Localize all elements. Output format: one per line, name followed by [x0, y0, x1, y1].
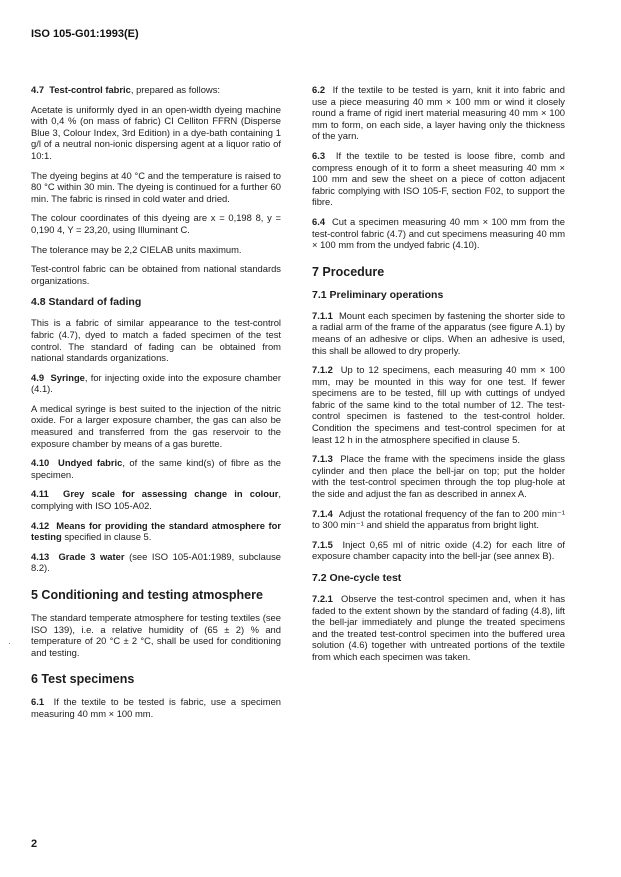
right-column [312, 84, 565, 663]
clause-6-4: 6.4 Cut a specimen measuring 40 mm × 100 mm from the test-control fabric (4.7) and cut specimens measuring 40 mm × 100 mm from the undyed fabric (4.10). [312, 215, 565, 251]
clause-4-7-para-4: The tolerance may be 2,2 CIELAB units maximum. [31, 243, 242, 255]
margin-mark: · [8, 639, 11, 648]
clause-4-7-heading: 4.7 Test-control fabric, prepared as follows: [31, 84, 220, 95]
clause-7-1-heading: 7.1 Preliminary operations [312, 288, 444, 301]
clause-6-3: 6.3 If the textile to be tested is loose fibre, comb and compress enough of it to form a sheet measuring 40 mm × 100 mm and sew the sheet on a piece of cotton adjacent fabric complying with ISO 105-F, section F02, to support the fibre. [312, 149, 565, 208]
clause-7-2-heading: 7.2 One-cycle test [312, 572, 402, 584]
clause-7-1-4: 7.1.4 Adjust the rotational frequency of the fan to 200 min⁻¹ to 300 min⁻¹ and shield the apparatus from bright light. [312, 507, 565, 531]
clause-7-2-1: 7.2.1 Observe the test-control specimen and, when it has faded to the extent shown by the standard of fading (4.8), lift the bell-jar immediately and plunge the treated specimens and the treated test-control specimen into the buffered urea solution (4.6) together with untreated portions of the textile from which each specimen was taken. [312, 593, 566, 662]
clause-4-7-para-2: The dyeing begins at 40 °C and the temperature is raised to 80 °C within 30 min. The dyeing is continued for a further 60 min. The fabric is rinsed in cold water and dried. [31, 169, 281, 204]
clause-6-heading: 6 Test specimens [31, 672, 135, 687]
clause-4-10: 4.10 Undyed fabric, of the same kind(s) of fibre as the specimen. [31, 457, 282, 480]
clause-title: Means for providing the standard atmosphere for testing [31, 519, 281, 543]
left-column [31, 84, 281, 720]
clause-title: Syringe [50, 371, 85, 383]
clause-title: Grey scale for assessing change in colour [63, 488, 279, 500]
clause-title: Undyed fabric [58, 457, 123, 469]
clause-6-2: 6.2 If the textile to be tested is yarn, knit it into fabric and use a piece measuring 40 mm × 100 mm or wind it closely round a frame of rigid inert material measuring 40 mm × 100 mm to form, on each side, a layer having only the thickness of the yarn. [312, 84, 565, 142]
clause-title: Grade 3 water [58, 550, 125, 562]
clause-7-1-2: 7.1.2 Up to 12 specimens, each measuring 40 mm × 100 mm, may be mounted in this way for one test. If fewer specimens are to be tested, fill up with cuttings of undyed fabric of the same kind to the total number of 12. The test-control specimen is fastened to the test-control holder. Condition the specimens and test-control specimen for at least 12 h in the atmosphere specified in clause 5. [312, 364, 565, 445]
clause-7-1-5: 7.1.5 Inject 0,65 ml of nitric oxide (4.2) for each litre of exposure chamber capacity into the bell-jar (see annex B). [312, 538, 565, 562]
clause-7-heading: 7 Procedure [312, 264, 385, 279]
clause-5-para-1: The standard temperate atmosphere for testing textiles (see ISO 139), i.e. a relative humidity of (65 ± 2) % and temperature of 20 °C ± 2 °C, shall be used for conditioning and testing. [31, 612, 281, 658]
clause-4-12: 4.12 Means for providing the standard atmosphere for testing specified in clause 5. [31, 519, 281, 543]
clause-4-9-heading: 4.9 Syringe, for injecting oxide into the exposure chamber (4.1). [31, 371, 281, 395]
clause-4-7-para-1: Acetate is uniformly dyed in an open-width dyeing machine with 0,4 % (on mass of fabric) CI Celliton FFRN (Disperse Blue 3, Colour Index, 3rd Edition) in a dye-bath containing 1 g/l of a neutral non-ionic dispersing agent at a liquor ratio of 10:1. [31, 103, 281, 161]
clause-7-1-3: 7.1.3 Place the frame with the specimens inside the glass cylinder and then place the bell-jar on top; put the holder with the test-control specimen through the top plug-hole at the side and adjust the fan as described in annex A. [312, 453, 565, 500]
clause-5-heading: 5 Conditioning and testing atmosphere [31, 588, 263, 602]
page-number: 2 [31, 838, 38, 850]
clause-7-1-1: 7.1.1 Mount each specimen by fastening the shorter side to a radial arm of the frame of the apparatus (see figure A.1) by means of an adhesive or clips. When an adhesive is used, this shall be allowed to dry properly. [312, 309, 565, 356]
page-header: ISO 105-G01:1993(E) [31, 28, 139, 40]
clause-4-7-para-3: The colour coordinates of this dyeing are x = 0,198 8, y = 0,190 4, Y = 23,20, using Illuminant C. [31, 212, 281, 235]
clause-title: Test-control fabric [49, 84, 131, 95]
clause-4-13: 4.13 Grade 3 water (see ISO 105-A01:1989, subclause 8.2). [31, 550, 282, 574]
clause-4-8-para-1: This is a fabric of similar appearance to the test-control fabric (4.7), dyed to match a faded specimen of the test control. The standard of fading can be obtained from national standards organizations. [31, 317, 281, 364]
clause-4-8-heading: 4.8 Standard of fading [31, 296, 142, 309]
clause-4-9-para-1: A medical syringe is best suited to the injection of the nitric oxide. For a larger exposure chamber, the gas can also be measured and transferred from the gas reservoir to the exposure chamber by means of a gas burette. [31, 402, 281, 449]
clause-4-11: 4.11 Grey scale for assessing change in colour, complying with ISO 105-A02. [31, 488, 281, 512]
clause-4-7-para-5: Test-control fabric can be obtained from national standards organizations. [31, 263, 281, 286]
clause-6-1: 6.1 If the textile to be tested is fabric, use a specimen measuring 40 mm × 100 mm. [31, 696, 281, 719]
